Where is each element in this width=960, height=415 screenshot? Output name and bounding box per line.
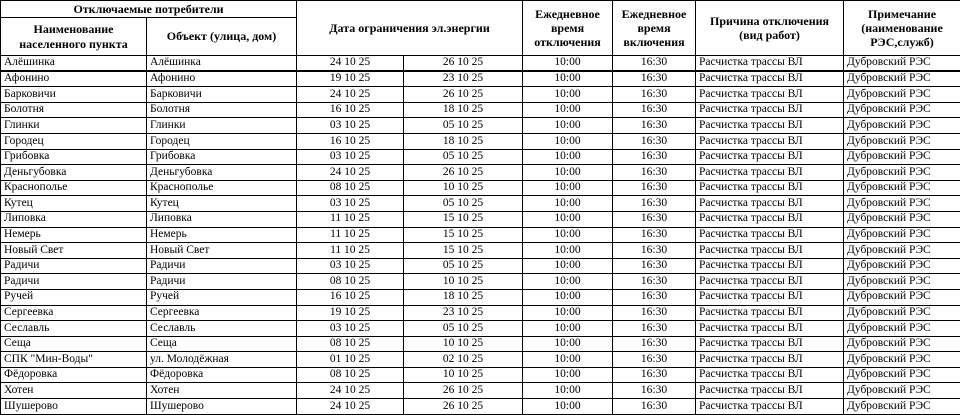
date-start-cell: 01 10 25 <box>297 352 404 368</box>
date-start-cell: 24 10 25 <box>297 399 404 415</box>
object-cell: Радичи <box>147 274 297 290</box>
object-cell: Ручей <box>147 289 297 305</box>
time-off-cell: 10:00 <box>523 87 613 103</box>
table-row <box>1 180 960 196</box>
reason-cell: Расчистка трассы ВЛ <box>696 227 844 243</box>
time-on-cell: 16:30 <box>613 165 696 181</box>
note-cell: Дубровский РЭС <box>844 243 960 259</box>
reason-cell: Расчистка трассы ВЛ <box>696 133 844 149</box>
reason-cell: Расчистка трассы ВЛ <box>696 367 844 383</box>
table-row <box>1 165 960 181</box>
settlement-cell: Сеща <box>1 336 147 352</box>
table-row <box>1 352 960 368</box>
date-end-cell: 15 10 25 <box>404 211 523 227</box>
header-settlement-name: Наименование населенного пункта <box>1 18 147 56</box>
reason-cell: Расчистка трассы ВЛ <box>696 383 844 399</box>
reason-cell: Расчистка трассы ВЛ <box>696 102 844 118</box>
time-off-cell: 10:00 <box>523 133 613 149</box>
date-start-cell: 11 10 25 <box>297 227 404 243</box>
time-on-cell: 16:30 <box>613 367 696 383</box>
object-cell: Шушерово <box>147 399 297 415</box>
settlement-cell: Грибовка <box>1 149 147 165</box>
note-cell: Дубровский РЭС <box>844 274 960 290</box>
reason-cell: Расчистка трассы ВЛ <box>696 399 844 415</box>
time-on-cell: 16:30 <box>613 180 696 196</box>
table-row <box>1 289 960 305</box>
date-end-cell: 18 10 25 <box>404 133 523 149</box>
table-row <box>1 383 960 399</box>
time-off-cell: 10:00 <box>523 71 613 87</box>
settlement-cell: Болотня <box>1 102 147 118</box>
reason-cell: Расчистка трассы ВЛ <box>696 352 844 368</box>
settlement-cell: Алёшинка <box>1 56 147 72</box>
settlement-cell: Липовка <box>1 211 147 227</box>
time-off-cell: 10:00 <box>523 367 613 383</box>
date-end-cell: 18 10 25 <box>404 102 523 118</box>
time-off-cell: 10:00 <box>523 180 613 196</box>
table-row <box>1 243 960 259</box>
reason-cell: Расчистка трассы ВЛ <box>696 336 844 352</box>
reason-cell: Расчистка трассы ВЛ <box>696 180 844 196</box>
header-note: Примечание (наименование РЭС,служб) <box>844 1 960 56</box>
date-end-cell: 05 10 25 <box>404 149 523 165</box>
settlement-cell: Радичи <box>1 274 147 290</box>
object-cell: Грибовка <box>147 149 297 165</box>
settlement-cell: Краснополье <box>1 180 147 196</box>
date-end-cell: 02 10 25 <box>404 352 523 368</box>
table-row <box>1 118 960 134</box>
header-object: Объект (улица, дом) <box>147 18 297 56</box>
settlement-cell: Деньгубовка <box>1 165 147 181</box>
note-cell: Дубровский РЭС <box>844 133 960 149</box>
object-cell: Барковичи <box>147 87 297 103</box>
date-start-cell: 11 10 25 <box>297 243 404 259</box>
note-cell: Дубровский РЭС <box>844 102 960 118</box>
settlement-cell: Новый Свет <box>1 243 147 259</box>
time-on-cell: 16:30 <box>613 383 696 399</box>
time-off-cell: 10:00 <box>523 227 613 243</box>
time-off-cell: 10:00 <box>523 383 613 399</box>
reason-cell: Расчистка трассы ВЛ <box>696 165 844 181</box>
object-cell: Хотен <box>147 383 297 399</box>
date-end-cell: 18 10 25 <box>404 289 523 305</box>
time-on-cell: 16:30 <box>613 399 696 415</box>
note-cell: Дубровский РЭС <box>844 399 960 415</box>
note-cell: Дубровский РЭС <box>844 258 960 274</box>
table-header <box>1 1 960 56</box>
note-cell: Дубровский РЭС <box>844 305 960 321</box>
time-on-cell: 16:30 <box>613 87 696 103</box>
table-body <box>1 56 960 415</box>
settlement-cell: Шушерово <box>1 399 147 415</box>
object-cell: Кутец <box>147 196 297 212</box>
settlement-cell: Городец <box>1 133 147 149</box>
time-on-cell: 16:30 <box>613 56 696 72</box>
date-start-cell: 19 10 25 <box>297 305 404 321</box>
time-on-cell: 16:30 <box>613 274 696 290</box>
time-on-cell: 16:30 <box>613 211 696 227</box>
date-start-cell: 16 10 25 <box>297 289 404 305</box>
reason-cell: Расчистка трассы ВЛ <box>696 274 844 290</box>
table-row <box>1 102 960 118</box>
time-off-cell: 10:00 <box>523 399 613 415</box>
settlement-cell: Кутец <box>1 196 147 212</box>
reason-cell: Расчистка трассы ВЛ <box>696 321 844 337</box>
date-end-cell: 15 10 25 <box>404 243 523 259</box>
time-off-cell: 10:00 <box>523 274 613 290</box>
time-off-cell: 10:00 <box>523 352 613 368</box>
time-off-cell: 10:00 <box>523 305 613 321</box>
date-end-cell: 26 10 25 <box>404 399 523 415</box>
date-start-cell: 24 10 25 <box>297 56 404 72</box>
reason-cell: Расчистка трассы ВЛ <box>696 56 844 72</box>
note-cell: Дубровский РЭС <box>844 71 960 87</box>
time-off-cell: 10:00 <box>523 243 613 259</box>
reason-cell: Расчистка трассы ВЛ <box>696 258 844 274</box>
object-cell: Краснополье <box>147 180 297 196</box>
time-on-cell: 16:30 <box>613 149 696 165</box>
table-row <box>1 211 960 227</box>
object-cell: Сеславль <box>147 321 297 337</box>
note-cell: Дубровский РЭС <box>844 165 960 181</box>
object-cell: Фёдоровка <box>147 367 297 383</box>
time-off-cell: 10:00 <box>523 289 613 305</box>
time-off-cell: 10:00 <box>523 258 613 274</box>
header-date-range: Дата ограничения эл.энергии <box>297 1 523 56</box>
reason-cell: Расчистка трассы ВЛ <box>696 87 844 103</box>
time-on-cell: 16:30 <box>613 243 696 259</box>
table-row <box>1 133 960 149</box>
settlement-cell: Фёдоровка <box>1 367 147 383</box>
time-off-cell: 10:00 <box>523 149 613 165</box>
date-end-cell: 26 10 25 <box>404 165 523 181</box>
table-row <box>1 258 960 274</box>
date-end-cell: 26 10 25 <box>404 87 523 103</box>
settlement-cell: Афонино <box>1 71 147 87</box>
object-cell: Алёшинка <box>147 56 297 72</box>
note-cell: Дубровский РЭС <box>844 227 960 243</box>
date-start-cell: 08 10 25 <box>297 367 404 383</box>
table-row <box>1 305 960 321</box>
date-end-cell: 23 10 25 <box>404 71 523 87</box>
note-cell: Дубровский РЭС <box>844 367 960 383</box>
note-cell: Дубровский РЭС <box>844 383 960 399</box>
table-row <box>1 399 960 415</box>
header-outage-reason: Причина отключения (вид работ) <box>696 1 844 56</box>
date-start-cell: 24 10 25 <box>297 383 404 399</box>
settlement-cell: Хотен <box>1 383 147 399</box>
date-end-cell: 10 10 25 <box>404 367 523 383</box>
object-cell: Городец <box>147 133 297 149</box>
table-row <box>1 196 960 212</box>
header-daily-time-on: Ежедневное время включения <box>613 1 696 56</box>
object-cell: Афонино <box>147 71 297 87</box>
time-on-cell: 16:30 <box>613 336 696 352</box>
date-end-cell: 05 10 25 <box>404 196 523 212</box>
reason-cell: Расчистка трассы ВЛ <box>696 211 844 227</box>
table-row <box>1 321 960 337</box>
date-start-cell: 08 10 25 <box>297 274 404 290</box>
date-end-cell: 05 10 25 <box>404 118 523 134</box>
reason-cell: Расчистка трассы ВЛ <box>696 149 844 165</box>
time-on-cell: 16:30 <box>613 289 696 305</box>
date-end-cell: 05 10 25 <box>404 321 523 337</box>
settlement-cell: Глинки <box>1 118 147 134</box>
reason-cell: Расчистка трассы ВЛ <box>696 71 844 87</box>
note-cell: Дубровский РЭС <box>844 336 960 352</box>
settlement-cell: Барковичи <box>1 87 147 103</box>
time-on-cell: 16:30 <box>613 352 696 368</box>
date-end-cell: 15 10 25 <box>404 227 523 243</box>
header-consumers-group: Отключаемые потребители <box>1 1 297 18</box>
note-cell: Дубровский РЭС <box>844 118 960 134</box>
time-off-cell: 10:00 <box>523 118 613 134</box>
time-on-cell: 16:30 <box>613 71 696 87</box>
note-cell: Дубровский РЭС <box>844 56 960 72</box>
header-row-group <box>1 1 960 18</box>
object-cell: Сергеевка <box>147 305 297 321</box>
object-cell: Болотня <box>147 102 297 118</box>
time-on-cell: 16:30 <box>613 321 696 337</box>
object-cell: Немерь <box>147 227 297 243</box>
date-start-cell: 03 10 25 <box>297 149 404 165</box>
reason-cell: Расчистка трассы ВЛ <box>696 289 844 305</box>
date-start-cell: 19 10 25 <box>297 71 404 87</box>
note-cell: Дубровский РЭС <box>844 211 960 227</box>
time-off-cell: 10:00 <box>523 102 613 118</box>
object-cell: Сеща <box>147 336 297 352</box>
date-end-cell: 23 10 25 <box>404 305 523 321</box>
header-daily-time-off: Ежедневное время отключения <box>523 1 613 56</box>
settlement-cell: Немерь <box>1 227 147 243</box>
date-end-cell: 26 10 25 <box>404 383 523 399</box>
note-cell: Дубровский РЭС <box>844 352 960 368</box>
reason-cell: Расчистка трассы ВЛ <box>696 118 844 134</box>
reason-cell: Расчистка трассы ВЛ <box>696 305 844 321</box>
date-end-cell: 05 10 25 <box>404 258 523 274</box>
date-end-cell: 10 10 25 <box>404 180 523 196</box>
time-on-cell: 16:30 <box>613 118 696 134</box>
time-off-cell: 10:00 <box>523 336 613 352</box>
settlement-cell: Ручей <box>1 289 147 305</box>
settlement-cell: СПК "Мин-Воды" <box>1 352 147 368</box>
table-row <box>1 149 960 165</box>
date-start-cell: 24 10 25 <box>297 87 404 103</box>
object-cell: Новый Свет <box>147 243 297 259</box>
date-start-cell: 08 10 25 <box>297 336 404 352</box>
table-row <box>1 56 960 72</box>
date-start-cell: 11 10 25 <box>297 211 404 227</box>
note-cell: Дубровский РЭС <box>844 87 960 103</box>
settlement-cell: Сергеевка <box>1 305 147 321</box>
table-row <box>1 227 960 243</box>
reason-cell: Расчистка трассы ВЛ <box>696 243 844 259</box>
time-on-cell: 16:30 <box>613 133 696 149</box>
date-start-cell: 03 10 25 <box>297 321 404 337</box>
note-cell: Дубровский РЭС <box>844 196 960 212</box>
object-cell: Радичи <box>147 258 297 274</box>
date-start-cell: 24 10 25 <box>297 165 404 181</box>
table-row <box>1 336 960 352</box>
time-on-cell: 16:30 <box>613 196 696 212</box>
object-cell: Деньгубовка <box>147 165 297 181</box>
table-row <box>1 274 960 290</box>
time-on-cell: 16:30 <box>613 227 696 243</box>
date-start-cell: 16 10 25 <box>297 133 404 149</box>
object-cell: Глинки <box>147 118 297 134</box>
table-row <box>1 367 960 383</box>
date-end-cell: 26 10 25 <box>404 56 523 72</box>
time-on-cell: 16:30 <box>613 305 696 321</box>
date-start-cell: 03 10 25 <box>297 258 404 274</box>
time-off-cell: 10:00 <box>523 165 613 181</box>
settlement-cell: Радичи <box>1 258 147 274</box>
note-cell: Дубровский РЭС <box>844 289 960 305</box>
date-start-cell: 16 10 25 <box>297 102 404 118</box>
time-on-cell: 16:30 <box>613 258 696 274</box>
time-off-cell: 10:00 <box>523 196 613 212</box>
settlement-cell: Сеславль <box>1 321 147 337</box>
date-start-cell: 08 10 25 <box>297 180 404 196</box>
date-start-cell: 03 10 25 <box>297 118 404 134</box>
object-cell: ул. Молодёжная <box>147 352 297 368</box>
note-cell: Дубровский РЭС <box>844 321 960 337</box>
time-on-cell: 16:30 <box>613 102 696 118</box>
table-row <box>1 87 960 103</box>
time-off-cell: 10:00 <box>523 321 613 337</box>
reason-cell: Расчистка трассы ВЛ <box>696 196 844 212</box>
object-cell: Липовка <box>147 211 297 227</box>
note-cell: Дубровский РЭС <box>844 149 960 165</box>
time-off-cell: 10:00 <box>523 56 613 72</box>
date-start-cell: 03 10 25 <box>297 196 404 212</box>
table-row <box>1 71 960 87</box>
date-end-cell: 10 10 25 <box>404 274 523 290</box>
note-cell: Дубровский РЭС <box>844 180 960 196</box>
date-end-cell: 10 10 25 <box>404 336 523 352</box>
time-off-cell: 10:00 <box>523 211 613 227</box>
